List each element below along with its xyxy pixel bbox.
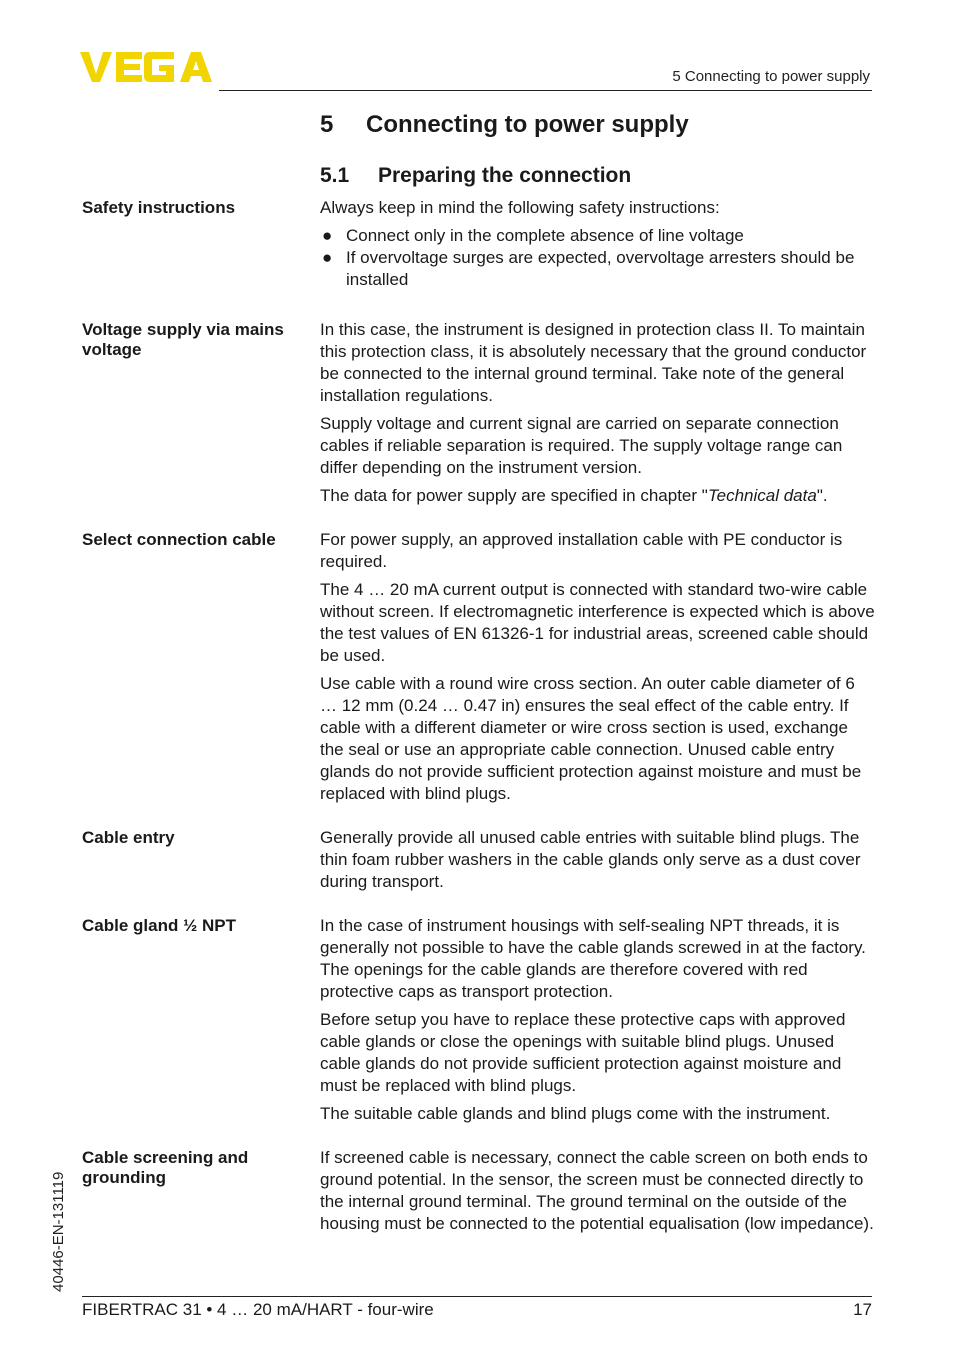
list-item: ● If overvoltage surges are expected, overvoltage arresters should be installed: [322, 248, 855, 289]
body-cable-gland: [320, 915, 876, 1131]
running-header: 5 Connecting to power supply: [672, 68, 870, 85]
paragraph: Use cable with a round wire cross section. An outer cable diameter of 6 … 12 mm (0.24 … 0.47 in) ensures the seal effect of the cable entry. If cable with a different diameter or wire cross section is used, exchange the seal or use an appropriate cable connection. Unused cable entry glands do not provide sufficient protection against moisture and must be replaced with blind plugs.: [320, 674, 862, 803]
body-cable-entry: [320, 827, 876, 899]
paragraph: The suitable cable glands and blind plugs come with the instrument.: [320, 1104, 831, 1123]
paragraph: Before setup you have to replace these protective caps with approved cable glands or close the openings with suitable blind plugs. Unused cable glands do not provide sufficient protection against moisture and must be replaced with blind plugs.: [320, 1010, 846, 1095]
paragraph: Supply voltage and current signal are carried on separate connection cables if reliable separation is required. The supply voltage range can differ depending on the instrument version.: [320, 414, 843, 477]
paragraph: The 4 … 20 mA current output is connected with standard two-wire cable without screen. If electromagnetic interference is expected which is above the test values of EN 61326-1 for industrial areas, screened cable should be used.: [320, 580, 875, 665]
chapter-number: 5: [320, 111, 334, 138]
paragraph: Generally provide all unused cable entries with suitable blind plugs. The thin foam rubber washers in the cable glands only serve as a dust cover during transport.: [320, 828, 861, 891]
paragraph-chapter-reference: The data for power supply are specified in chapter "Technical data".: [320, 486, 828, 505]
label-select-cable: Select connection cable: [82, 530, 276, 549]
header-rule: [219, 90, 872, 91]
body-cable-screening: [320, 1147, 876, 1241]
section-title: [320, 164, 631, 188]
paragraph: In the case of instrument housings with self-sealing NPT threads, it is generally not possible to have the cable glands screwed in at the factory. The openings for the cable glands are therefore covered with red protective caps as transport protection.: [320, 916, 866, 1001]
chapter-title: [320, 111, 689, 139]
footer-title: FIBERTRAC 31 • 4 … 20 mA/HART - four-wire: [82, 1300, 434, 1319]
safety-intro: Always keep in mind the following safety instructions:: [320, 198, 720, 217]
bullet-icon: ●: [322, 226, 333, 245]
section-title-text: Preparing the connection: [378, 164, 632, 187]
vega-logo: [80, 50, 212, 84]
body-voltage-supply: [320, 319, 876, 513]
bullet-icon: ●: [322, 248, 333, 267]
paragraph: For power supply, an approved installation cable with PE conductor is required.: [320, 530, 843, 571]
label-cable-entry: Cable entry: [82, 828, 175, 847]
chapter-reference: Technical data: [707, 486, 817, 505]
safety-list: [320, 225, 876, 291]
footer-rule: [82, 1296, 872, 1297]
paragraph: In this case, the instrument is designed in protection class II. To maintain this protection class, it is absolutely necessary that the ground conductor be connected to the internal ground terminal. Take note of the general installation regulations.: [320, 320, 867, 405]
page-number: 17: [853, 1300, 872, 1319]
label-voltage-supply: Voltage supply via mains voltage: [82, 320, 284, 359]
chapter-title-text: Connecting to power supply: [366, 111, 689, 138]
label-cable-screening: Cable screening and grounding: [82, 1148, 249, 1187]
label-cable-gland: Cable gland ½ NPT: [82, 916, 236, 935]
document-code: 40446-EN-131119: [50, 1171, 67, 1292]
list-item: ● Connect only in the complete absence of line voltage: [322, 226, 744, 245]
paragraph: If screened cable is necessary, connect the cable screen on both ends to ground potential. In the sensor, the screen must be connected directly to the internal ground terminal. The ground terminal on the outside of the housing must be connected to the potential equalisation (low impedance).: [320, 1148, 874, 1233]
section-number: 5.1: [320, 164, 350, 187]
body-safety-instructions: [320, 197, 876, 291]
body-select-cable: [320, 529, 876, 811]
label-safety-instructions: Safety instructions: [82, 198, 236, 217]
